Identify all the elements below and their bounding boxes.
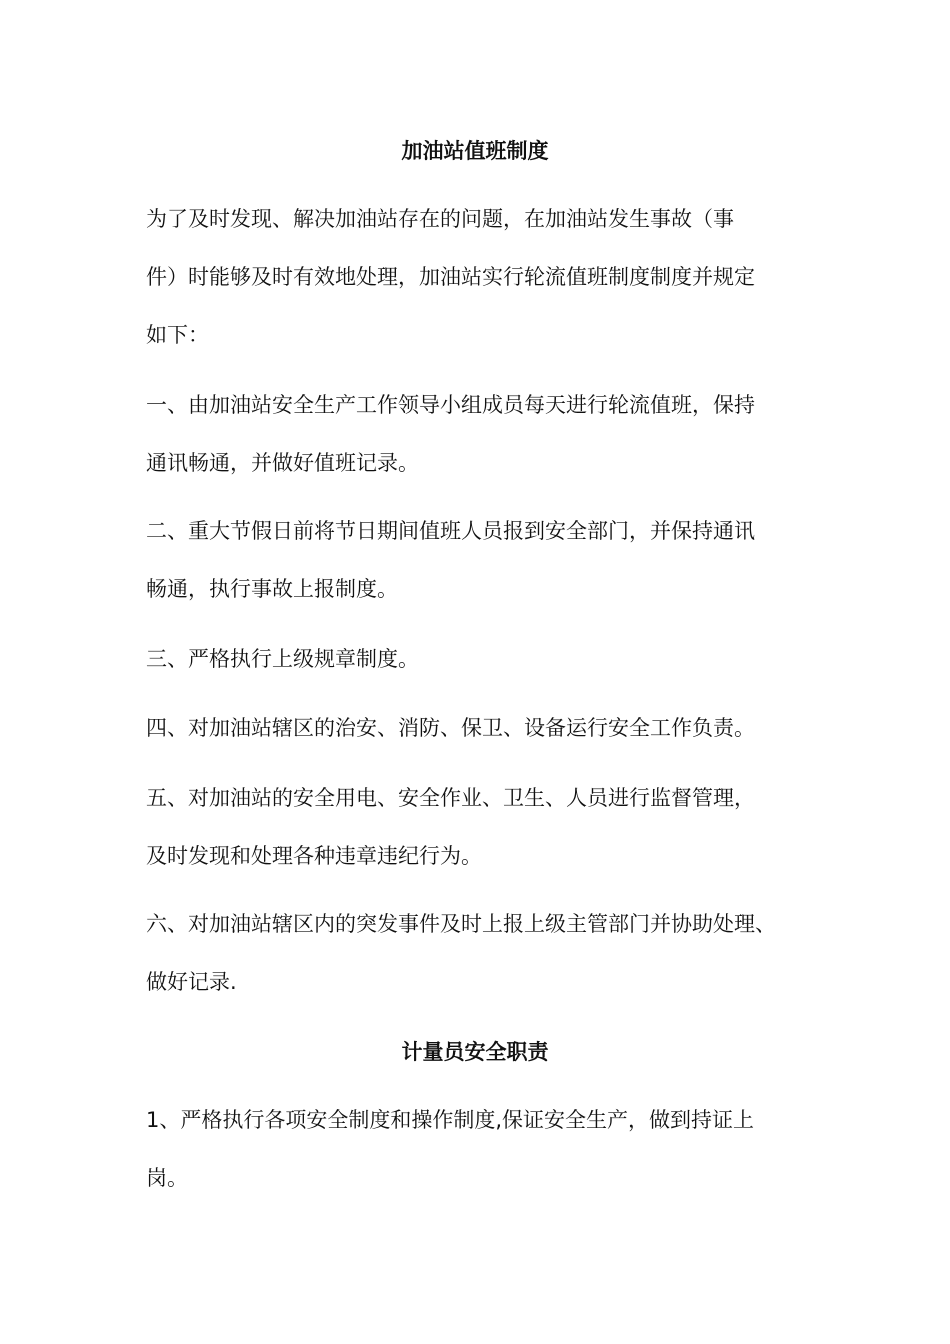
item-3-line: 三、严格执行上级规章制度。 <box>146 647 419 671</box>
section1-title: 加油站值班制度 <box>401 139 549 163</box>
item-6-line: 做好记录. <box>146 970 237 994</box>
duty-1-line: 岗。 <box>146 1166 188 1190</box>
item-2-line: 二、重大节假日前将节日期间值班人员报到安全部门，并保持通讯 <box>146 519 755 543</box>
item-1-line: 通讯畅通，并做好值班记录。 <box>146 451 419 475</box>
item-5-line: 及时发现和处理各种违章违纪行为。 <box>146 844 482 868</box>
item-6-line: 六、对加油站辖区内的突发事件及时上报上级主管部门并协助处理、 <box>146 912 776 936</box>
section2-title: 计量员安全职责 <box>401 1040 549 1064</box>
item-5-line: 五、对加油站的安全用电、安全作业、卫生、人员进行监督管理， <box>146 786 755 810</box>
intro-line: 为了及时发现、解决加油站存在的问题，在加油站发生事故（事 <box>146 207 734 231</box>
item-4-line: 四、对加油站辖区的治安、消防、保卫、设备运行安全工作负责。 <box>146 716 755 740</box>
intro-line: 件）时能够及时有效地处理，加油站实行轮流值班制度制度并规定 <box>146 265 755 289</box>
duty-1-line: 1、严格执行各项安全制度和操作制度,保证安全生产，做到持证上 <box>146 1108 755 1132</box>
intro-line: 如下： <box>146 323 209 347</box>
item-2-line: 畅通，执行事故上报制度。 <box>146 577 398 601</box>
item-1-line: 一、由加油站安全生产工作领导小组成员每天进行轮流值班，保持 <box>146 393 755 417</box>
